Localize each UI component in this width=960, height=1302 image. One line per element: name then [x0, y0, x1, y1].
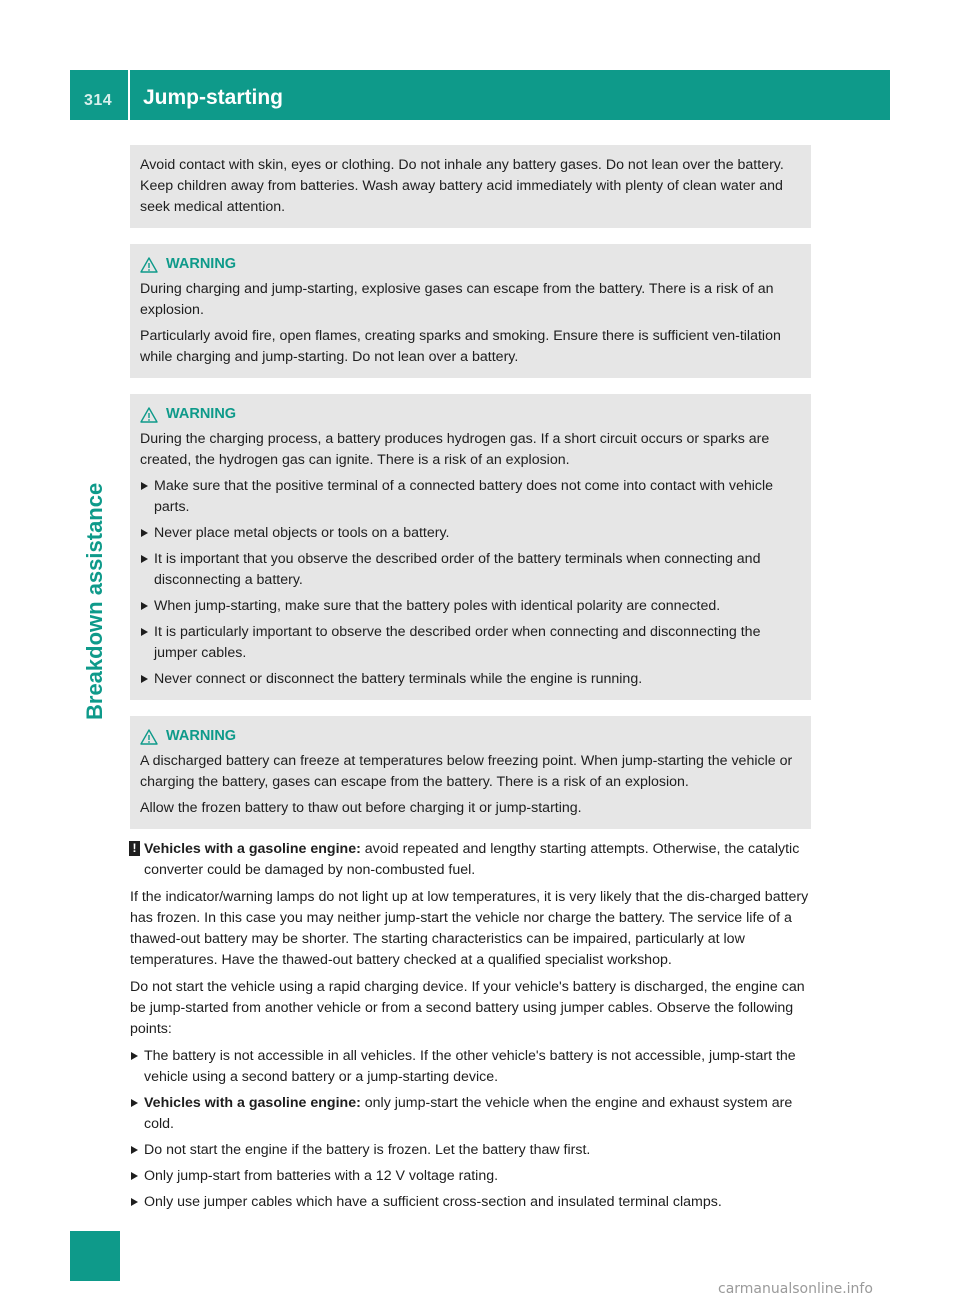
warning-box-frozen-battery — [130, 716, 811, 829]
body-paragraph: Do not start the vehicle using a rapid charging device. If your vehicle's battery is discharged, the engine can be jump-started from another vehicle or from a second battery using jumper cables. Observe the following points: — [130, 979, 805, 1037]
list-item: Make sure that the positive terminal of a connected battery does not come into contact with vehicle parts. — [140, 476, 801, 518]
warning-box-explosive-gases — [130, 244, 811, 378]
warning-label: WARNING — [166, 728, 237, 744]
warning-paragraph: Allow the frozen battery to thaw out before charging it or jump-starting. — [140, 800, 582, 816]
warning-paragraph: A discharged battery can freeze at temperatures below freezing point. When jump-starting the vehicle or charging the battery, gases can escape from the battery. There is a risk of an explosion. — [140, 753, 793, 790]
side-tab-marker — [70, 1231, 120, 1281]
intro-text: Avoid contact with skin, eyes or clothing. Do not inhale any battery gases. Do not lean over the battery. Keep children away from batteries. Wash away battery acid immediately with plenty of clean water and seek medical attention. — [140, 157, 784, 215]
list-item: Never connect or disconnect the battery terminals while the engine is running. — [140, 669, 801, 690]
warning-heading — [140, 254, 801, 275]
warning-triangle-icon — [140, 407, 158, 423]
page-title: Jump-starting — [143, 86, 284, 109]
warning-paragraph: During charging and jump-starting, explosive gases can escape from the battery. There is a risk of an explosion. — [140, 281, 774, 318]
watermark: carmanualsonline.info — [718, 1281, 873, 1297]
list-item: Never place metal objects or tools on a battery. — [140, 523, 801, 544]
list-item — [130, 1093, 811, 1135]
body-paragraph: If the indicator/warning lamps do not light up at low temperatures, it is very likely that the dis-charged battery has frozen. In this case you may neither jump-start the vehicle nor charge the battery. The service life of a thawed-out battery may be shorter. The starting characteristics can be impaired, particularly at low temperatures. Have the thawed-out battery checked at a qualified specialist workshop. — [130, 889, 809, 968]
list-item-bold-lead: Vehicles with a gasoline engine: — [144, 1095, 361, 1111]
note-bold-lead: Vehicles with a gasoline engine: — [144, 841, 361, 857]
side-section-label-text: Breakdown assistance — [82, 482, 107, 720]
list-item: It is particularly important to observe the described order when connecting and disconnecting the jumper cables. — [140, 622, 801, 664]
side-section-label — [80, 482, 110, 725]
list-item: The battery is not accessible in all vehicles. If the other vehicle's battery is not accessible, jump-start the vehicle using a second battery or a jump-starting device. — [130, 1046, 811, 1088]
list-item: When jump-starting, make sure that the battery poles with identical polarity are connected. — [140, 596, 801, 617]
header-divider — [128, 70, 130, 120]
intro-box — [130, 145, 811, 228]
exclamation-icon: ! — [129, 841, 140, 856]
caution-note — [130, 839, 811, 881]
page-number: 314 — [84, 92, 113, 109]
list-item: It is important that you observe the described order of the battery terminals when connecting and disconnecting a battery. — [140, 549, 801, 591]
warning-triangle-icon — [140, 257, 158, 273]
list-item: Only use jumper cables which have a sufficient cross-section and insulated terminal clamps. — [130, 1192, 811, 1213]
warning-bullet-list — [140, 476, 801, 690]
warning-label: WARNING — [166, 406, 237, 422]
warning-label: WARNING — [166, 256, 237, 272]
note-text: avoid repeated and lengthy starting attempts. Otherwise, the catalytic converter could be damaged by non-combusted fuel. — [144, 841, 800, 878]
warning-paragraph: Particularly avoid fire, open flames, creating sparks and smoking. Ensure there is sufficient ven-tilation while charging and jump-starting. Do not lean over a battery. — [140, 328, 781, 365]
warning-paragraph: During the charging process, a battery produces hydrogen gas. If a short circuit occurs or sparks are created, the hydrogen gas can ignite. There is a risk of an explosion. — [140, 431, 770, 468]
warning-box-hydrogen-gas — [130, 394, 811, 700]
warning-heading — [140, 404, 801, 425]
points-list — [130, 1046, 811, 1213]
warning-heading — [140, 726, 801, 747]
page-content — [130, 145, 811, 1213]
list-item: Only jump-start from batteries with a 12 V voltage rating. — [130, 1166, 811, 1187]
list-item-text: only jump-start the vehicle when the engine and exhaust system are cold. — [144, 1095, 793, 1132]
list-item: Do not start the engine if the battery is frozen. Let the battery thaw first. — [130, 1140, 811, 1161]
warning-triangle-icon — [140, 729, 158, 745]
